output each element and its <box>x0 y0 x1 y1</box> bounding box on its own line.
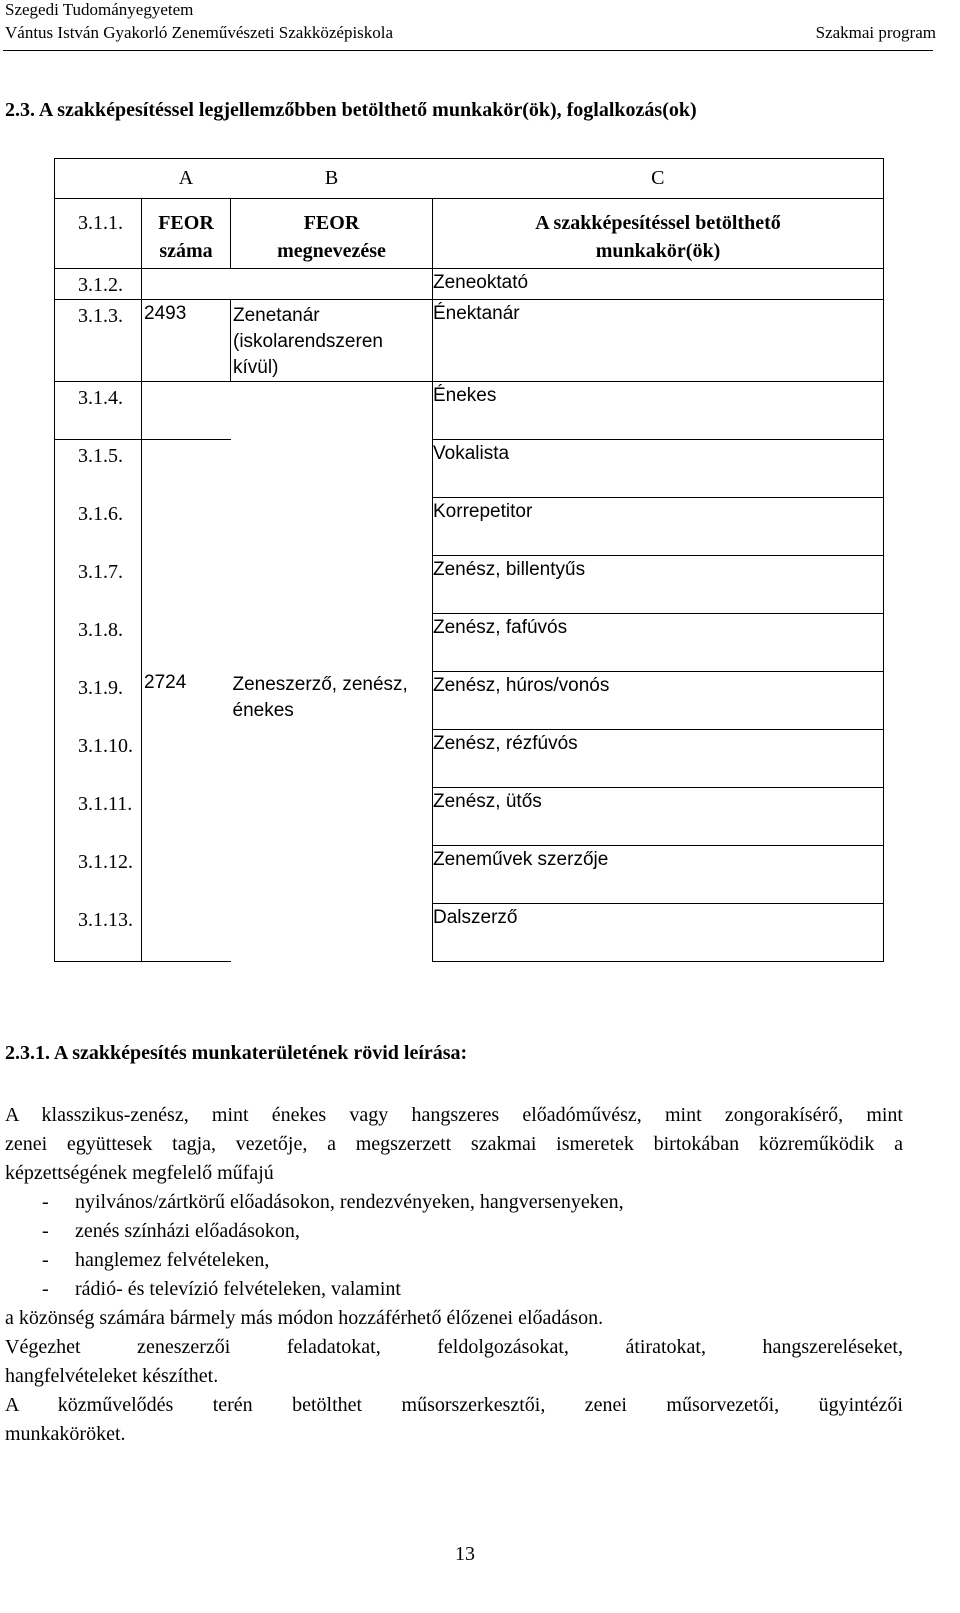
row-number: 3.1.12. <box>55 846 142 904</box>
feor-code-cell <box>142 382 231 440</box>
feor-code-header-line2: száma <box>159 240 213 262</box>
row-number: 3.1.1. <box>55 199 142 269</box>
feor-code-cell <box>142 904 231 962</box>
feor-code-cell: 2724 <box>144 671 187 693</box>
table-row <box>55 440 884 498</box>
table-row <box>55 730 884 788</box>
job-cell: Zenész, billentyűs <box>433 556 884 614</box>
job-header-line1: A szakképesítéssel betölthető <box>535 212 781 234</box>
list-item-text: zenés színházi előadásokon, <box>75 1220 300 1242</box>
row-number: 3.1.5. <box>55 440 142 498</box>
feor-code-cell <box>142 788 231 846</box>
row-number: 3.1.6. <box>55 498 142 556</box>
table-row <box>55 672 884 730</box>
feor-name-cell <box>231 269 433 300</box>
job-cell: Zenész, rézfúvós <box>433 730 884 788</box>
job-cell: Dalszerző <box>433 904 884 962</box>
bullet-dash: - <box>42 1249 49 1271</box>
description-line: hangfelvételeket készíthet. <box>5 1365 219 1387</box>
job-cell: Zeneoktató <box>433 269 884 300</box>
feor-code-cell <box>142 614 231 672</box>
feor-name-cell <box>231 382 433 672</box>
table-row <box>55 382 884 440</box>
job-cell: Énektanár <box>433 300 884 382</box>
bullet-dash: - <box>42 1220 49 1242</box>
description-line: zenei együttesek tagja, vezetője, a megszerzett szakmai ismeretek birtokában közreműködik a <box>5 1133 903 1155</box>
description-line: képzettségének megfelelő műfajú <box>5 1162 274 1184</box>
row-number: 3.1.3. <box>55 300 142 382</box>
header-institution: Szegedi Tudományegyetem <box>5 0 194 19</box>
description-line: a közönség számára bármely más módon hozzáférhető élőzenei előadáson. <box>5 1307 604 1329</box>
feor-code-cell <box>142 730 231 788</box>
column-letter-a: A <box>142 159 231 199</box>
feor-name-header-line2: megnevezése <box>277 240 386 262</box>
table-header-row <box>55 199 884 269</box>
row-number: 3.1.13. <box>55 904 142 962</box>
header-program-label: Szakmai program <box>815 23 936 42</box>
list-item <box>42 1246 269 1275</box>
table-row <box>55 498 884 556</box>
description-line: A közművelődés terén betölthet műsorszerkesztői, zenei műsorvezetői, ügyintézői <box>5 1394 903 1416</box>
job-header-line2: munkakör(ök) <box>595 240 721 262</box>
header-divider <box>3 50 933 51</box>
row-number: 3.1.8. <box>55 614 142 672</box>
job-cell: Énekes <box>433 382 884 440</box>
column-letter-c: C <box>433 159 884 199</box>
job-cell: Zenész, fafúvós <box>433 614 884 672</box>
feor-name-cell: Zenetanár (iskolarendszeren kívül) <box>231 300 433 382</box>
list-item-text: rádió- és televízió felvételeken, valamint <box>75 1278 401 1300</box>
column-letter-b: B <box>231 159 433 199</box>
feor-name-header <box>231 199 433 269</box>
feor-code-header <box>142 199 231 269</box>
row-number: 3.1.2. <box>55 269 142 300</box>
feor-name-cell: Zeneszerző, zenész, énekes <box>231 672 433 962</box>
feor-code-header-line1: FEOR <box>158 212 214 234</box>
description-line: munkaköröket. <box>5 1423 126 1445</box>
job-cell: Zenész, ütős <box>433 788 884 846</box>
job-cell: Zeneművek szerzője <box>433 846 884 904</box>
feor-code-cell <box>142 846 231 904</box>
table-row <box>55 904 884 962</box>
bullet-dash: - <box>42 1191 49 1213</box>
feor-table <box>54 158 884 962</box>
feor-code-cell: 2493 <box>142 300 231 382</box>
row-number: 3.1.9. <box>55 672 142 730</box>
row-number: 3.1.4. <box>55 382 142 440</box>
feor-code-cell <box>142 440 231 498</box>
subsection-title: 2.3.1. A szakképesítés munkaterületének rövid leírása: <box>5 1042 468 1064</box>
job-cell: Vokalista <box>433 440 884 498</box>
list-item-text: hanglemez felvételeken, <box>75 1249 270 1271</box>
row-number: 3.1.10. <box>55 730 142 788</box>
table-row <box>55 300 884 382</box>
row-number: 3.1.7. <box>55 556 142 614</box>
list-item <box>42 1275 401 1304</box>
page-number: 13 <box>455 1543 475 1565</box>
list-item <box>42 1217 300 1246</box>
row-number: 3.1.11. <box>55 788 142 846</box>
table-row <box>55 269 884 300</box>
column-letter-row <box>55 159 884 199</box>
job-cell: Zenész, húros/vonós <box>433 672 884 730</box>
description-line: A klasszikus-zenész, mint énekes vagy hangszeres előadóművész, mint zongorakísérő, mint <box>5 1104 903 1126</box>
bullet-dash: - <box>42 1278 49 1300</box>
header-school: Vántus István Gyakorló Zeneművészeti Szakközépiskola <box>5 23 394 42</box>
table-row <box>55 788 884 846</box>
table-row <box>55 556 884 614</box>
job-cell: Korrepetitor <box>433 498 884 556</box>
list-item-text: nyilvános/zártkörű előadásokon, rendezvényeken, hangversenyeken, <box>75 1191 624 1213</box>
feor-name-header-line1: FEOR <box>303 212 360 234</box>
feor-code-cell <box>142 556 231 614</box>
section-title: 2.3. A szakképesítéssel legjellemzőbben betölthető munkakör(ök), foglalkozás(ok) <box>5 99 697 121</box>
job-header <box>433 199 884 269</box>
feor-code-cell <box>142 498 231 556</box>
list-item <box>42 1188 624 1217</box>
table-row <box>55 846 884 904</box>
table-row <box>55 614 884 672</box>
description-line: Végezhet zeneszerzői feladatokat, feldolgozásokat, átiratokat, hangszereléseket, <box>5 1336 903 1358</box>
feor-code-cell <box>142 269 231 300</box>
